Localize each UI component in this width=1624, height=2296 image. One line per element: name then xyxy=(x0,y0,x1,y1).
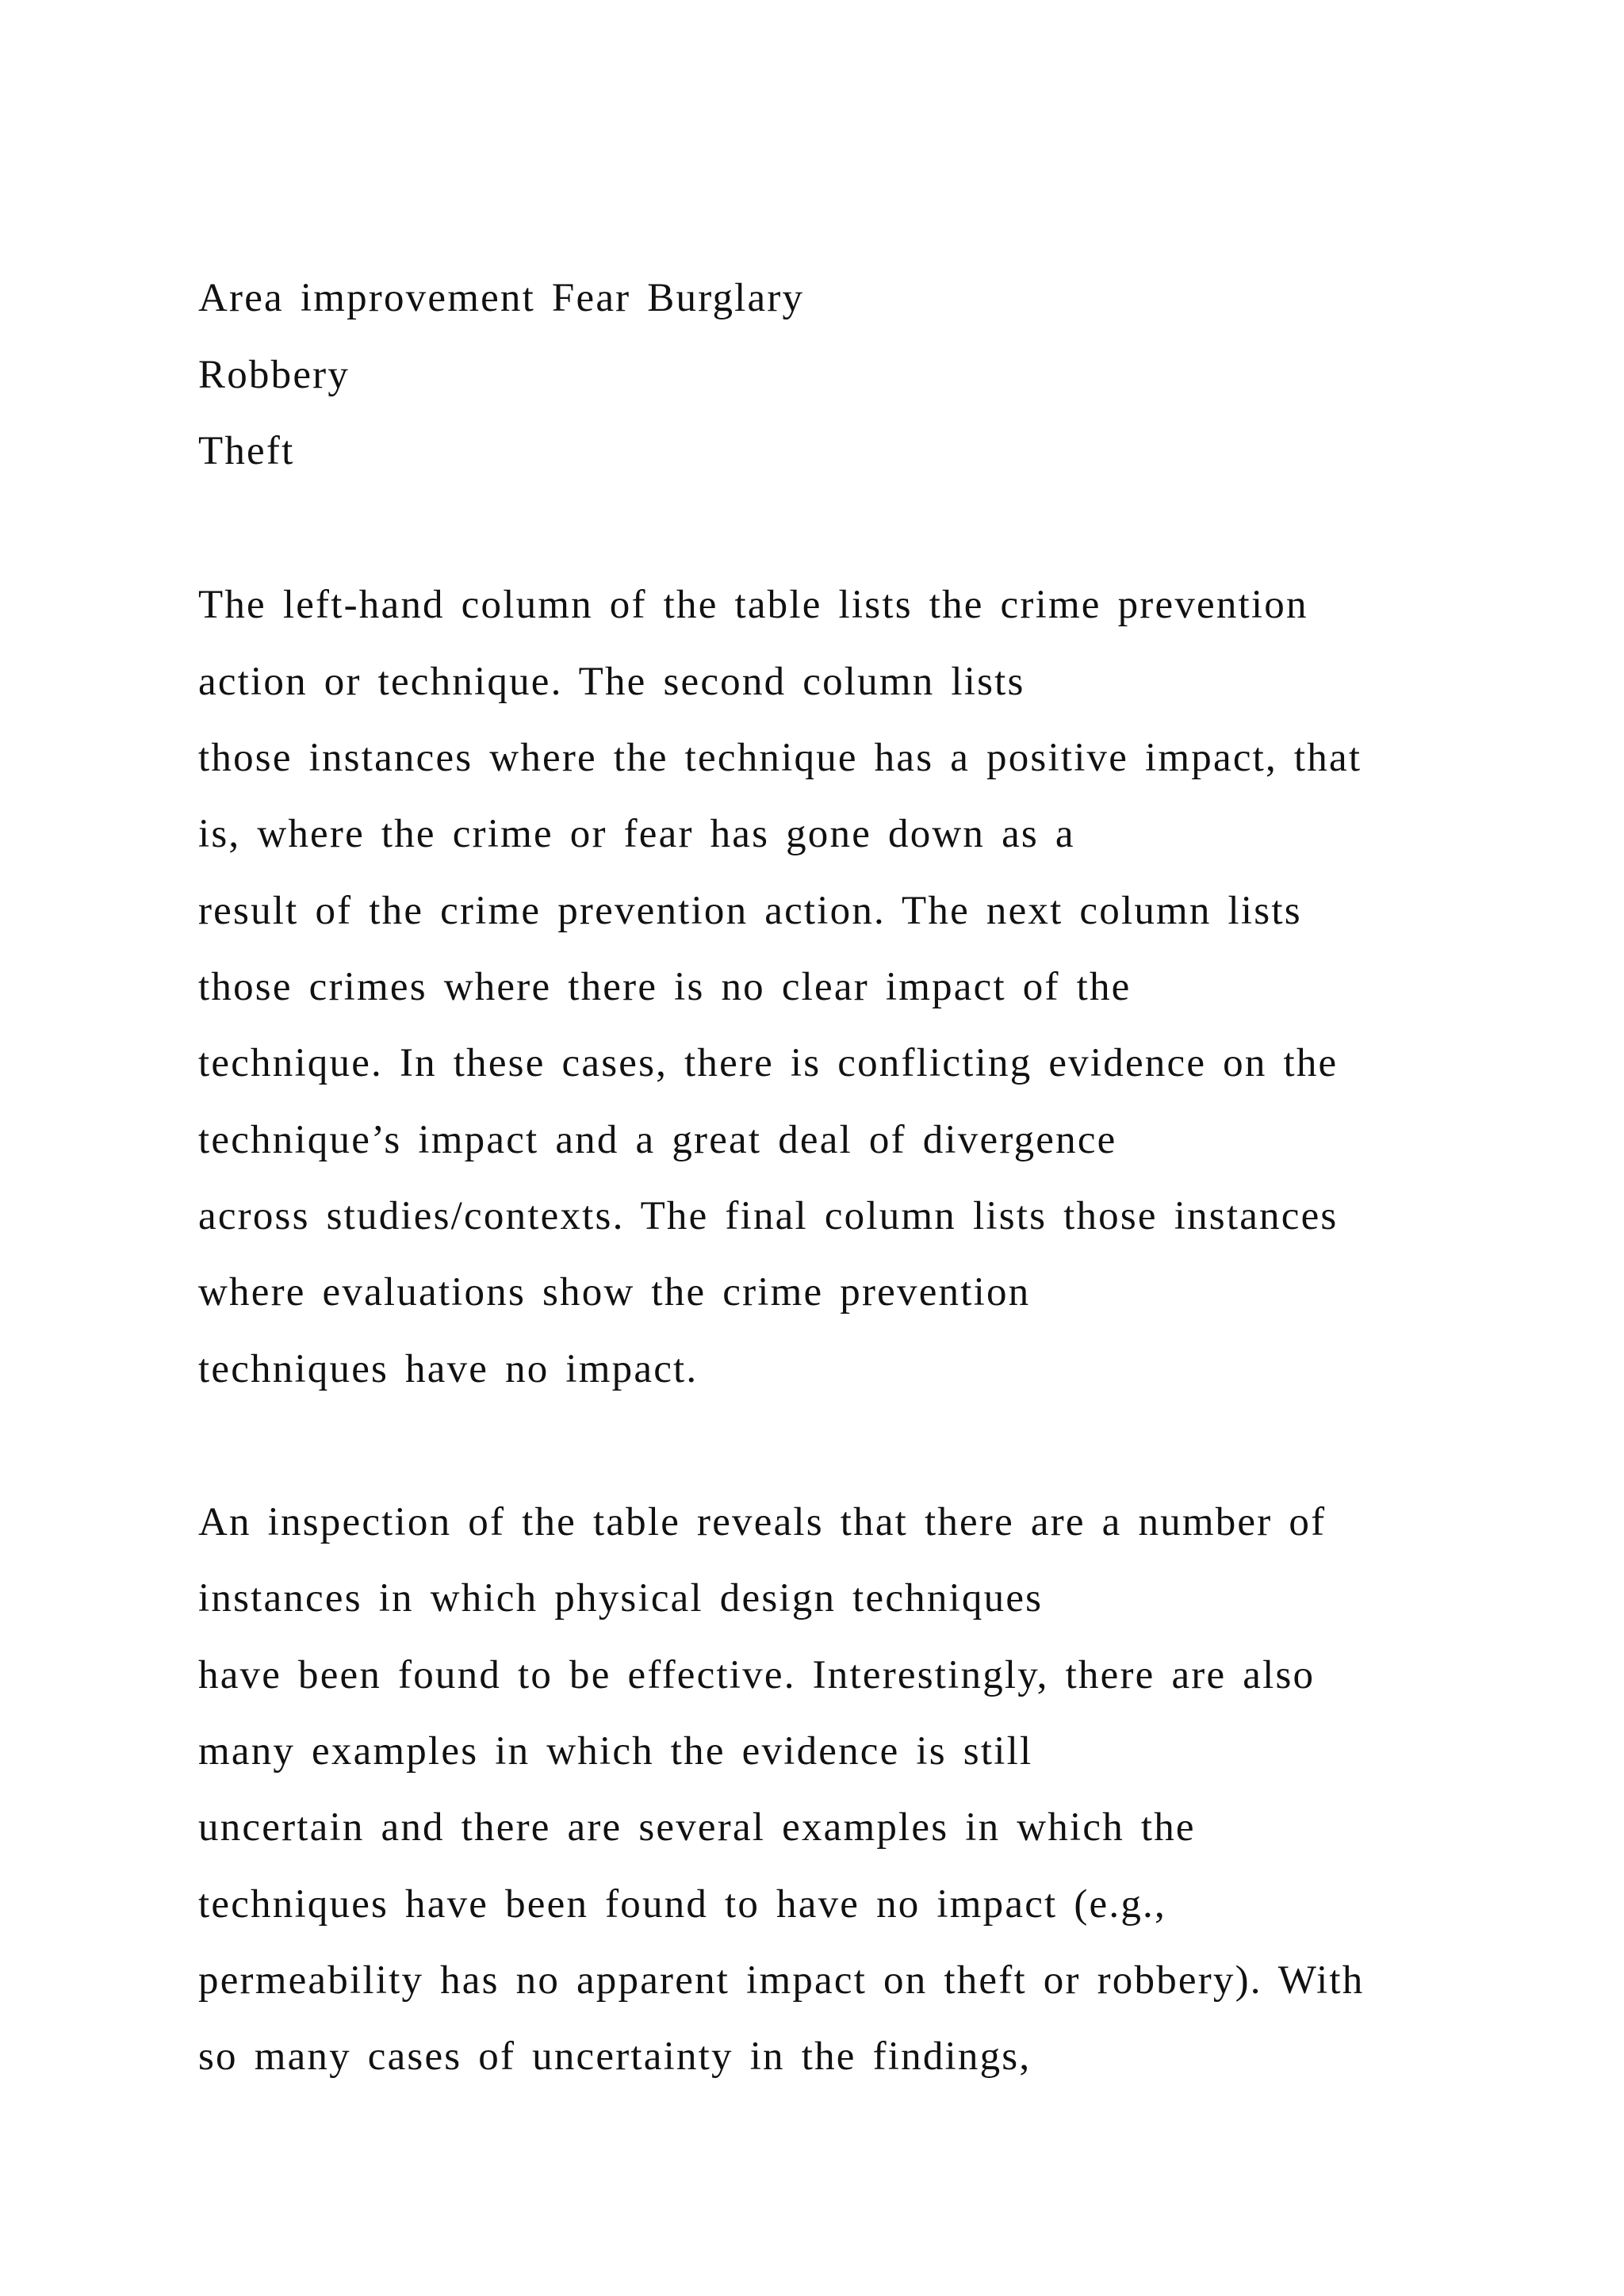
paragraph-2-line: have been found to be effective. Interestingly, there are also xyxy=(198,1653,1316,1697)
paragraph-1-line: techniques have no impact. xyxy=(198,1347,699,1391)
header-line-2: Robbery xyxy=(198,353,350,397)
paragraph-2-line: so many cases of uncertainty in the findings, xyxy=(198,2034,1032,2079)
header-line-1: Area improvement Fear Burglary xyxy=(198,276,805,320)
header-line-3: Theft xyxy=(198,429,295,473)
paragraph-1-line: those crimes where there is no clear impact of the xyxy=(198,965,1132,1009)
paragraph-1-line: technique’s impact and a great deal of divergence xyxy=(198,1118,1117,1162)
paragraph-2-line: techniques have been found to have no impact (e.g., xyxy=(198,1882,1166,1927)
paragraph-1-line: action or technique. The second column lists xyxy=(198,660,1025,704)
paragraph-1-line: technique. In these cases, there is conflicting evidence on the xyxy=(198,1041,1339,1085)
paragraph-1-line: result of the crime prevention action. The next column lists xyxy=(198,889,1302,933)
paragraph-2-line: permeability has no apparent impact on theft or robbery). With xyxy=(198,1958,1365,2003)
paragraph-2-line: uncertain and there are several examples in which the xyxy=(198,1805,1196,1850)
paragraph-2-line: instances in which physical design techniques xyxy=(198,1576,1044,1621)
paragraph-2-line: An inspection of the table reveals that there are a number of xyxy=(198,1500,1327,1544)
paragraph-1-line: is, where the crime or fear has gone down as a xyxy=(198,812,1075,856)
paragraph-1-line: across studies/contexts. The final column lists those instances xyxy=(198,1194,1339,1238)
paragraph-1-line: where evaluations show the crime prevention xyxy=(198,1270,1031,1314)
paragraph-1-line: The left-hand column of the table lists the crime prevention xyxy=(198,583,1308,627)
paragraph-2-line: many examples in which the evidence is still xyxy=(198,1729,1033,1774)
paragraph-1-line: those instances where the technique has a positive impact, that xyxy=(198,736,1362,780)
